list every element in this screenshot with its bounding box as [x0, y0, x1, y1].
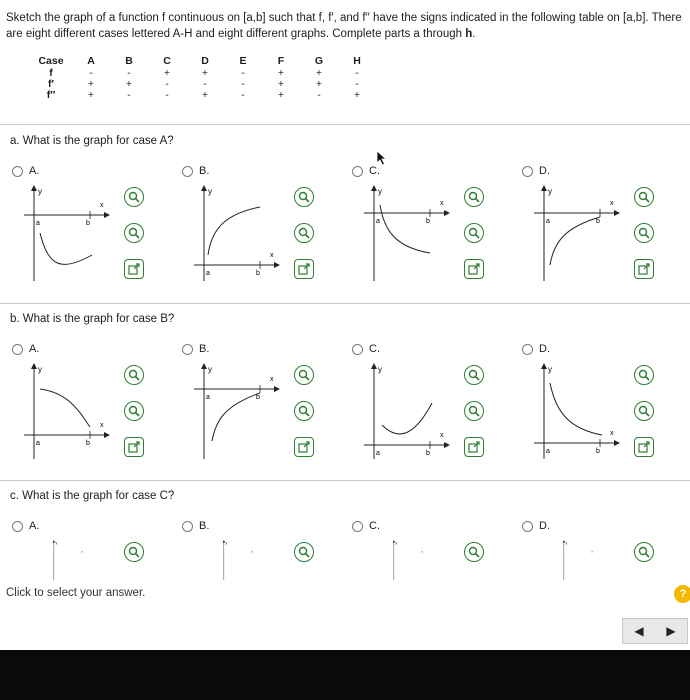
- radio-option[interactable]: [522, 165, 550, 177]
- case-C: C: [163, 54, 171, 67]
- question-navigator: [622, 618, 688, 644]
- y-axis-arrow-icon: [31, 185, 37, 191]
- zoom-out-icon: [298, 405, 310, 417]
- lens-handle: [476, 377, 480, 381]
- zoom-in-icon: [298, 369, 310, 381]
- radio-button[interactable]: [12, 521, 23, 532]
- divider: [0, 480, 690, 481]
- question-prompt: c. What is the graph for case C?: [10, 490, 175, 502]
- radio-button[interactable]: [182, 521, 193, 532]
- zoom-in-icon: [298, 191, 310, 203]
- row-f-double-prime: [30, 90, 376, 101]
- option-letter: A.: [29, 165, 40, 177]
- radio-option[interactable]: [352, 165, 380, 177]
- radio-button[interactable]: [182, 166, 193, 177]
- function-curve: [550, 217, 600, 265]
- zoom-in-icon: [638, 369, 650, 381]
- lens-circle: [300, 193, 307, 200]
- option-letter: A.: [29, 520, 40, 532]
- x-axis-label: x: [421, 549, 423, 554]
- expand-icon: [638, 263, 650, 275]
- y-axis-label: y: [225, 540, 228, 545]
- y-axis-label: y: [548, 187, 552, 196]
- graph-tools: [124, 542, 148, 578]
- lens-handle: [136, 377, 140, 381]
- sign-cell: -: [241, 67, 245, 79]
- radio-option[interactable]: [12, 165, 39, 177]
- zoom-in-button[interactable]: [634, 542, 654, 562]
- radio-button[interactable]: [522, 521, 533, 532]
- graph-thumbnail: [20, 363, 116, 459]
- lens-handle: [646, 377, 650, 381]
- graph-thumbnail: [530, 540, 626, 580]
- zoom-in-button[interactable]: [124, 365, 144, 385]
- radio-option[interactable]: [182, 165, 209, 177]
- y-axis-arrow-icon: [393, 540, 396, 543]
- lens-circle: [300, 548, 307, 555]
- zoom-in-icon: [638, 191, 650, 203]
- b-label: b: [86, 220, 90, 227]
- b-label: b: [426, 450, 430, 457]
- a-label: a: [546, 218, 550, 225]
- zoom-in-button[interactable]: [124, 187, 144, 207]
- zoom-out-button[interactable]: [634, 401, 654, 421]
- previous-question-button[interactable]: ◀: [634, 624, 644, 638]
- graph-thumbnail: [360, 185, 456, 281]
- zoom-in-button[interactable]: [634, 365, 654, 385]
- x-axis-arrow-icon: [614, 210, 620, 216]
- sign-cell: +: [163, 67, 171, 79]
- zoom-in-icon: [468, 191, 480, 203]
- radio-button[interactable]: [12, 344, 23, 355]
- zoom-in-icon: [298, 546, 310, 558]
- zoom-out-icon: [468, 227, 480, 239]
- zoom-in-button[interactable]: [294, 365, 314, 385]
- answer-option[interactable]: [516, 520, 682, 568]
- zoom-out-icon: [468, 405, 480, 417]
- lens-circle: [300, 371, 307, 378]
- option-letter: B.: [199, 165, 210, 177]
- x-axis-arrow-icon: [614, 440, 620, 446]
- lens-handle: [476, 413, 480, 417]
- sign-cell: -: [127, 67, 131, 79]
- lens-circle: [130, 193, 137, 200]
- option-letter: C.: [369, 520, 380, 532]
- sign-cell: +: [277, 89, 285, 101]
- radio-option[interactable]: [352, 343, 380, 355]
- expand-button[interactable]: [124, 437, 144, 457]
- a-label: a: [206, 394, 210, 401]
- expand-button[interactable]: [124, 259, 144, 279]
- zoom-in-icon: [468, 369, 480, 381]
- option-letter: D.: [539, 343, 550, 355]
- case-header: Case: [38, 54, 64, 67]
- lens-handle: [476, 199, 480, 203]
- lens-circle: [470, 407, 477, 414]
- radio-option[interactable]: [182, 343, 209, 355]
- graph-tools: [464, 365, 488, 473]
- option-letter: D.: [539, 165, 550, 177]
- expand-icon: [468, 263, 480, 275]
- function-curve: [212, 393, 260, 441]
- radio-button[interactable]: [522, 344, 533, 355]
- lens-circle: [130, 371, 137, 378]
- radio-option[interactable]: [12, 343, 39, 355]
- y-axis-arrow-icon: [223, 540, 226, 543]
- case-B: B: [125, 54, 133, 67]
- sign-cell: -: [317, 89, 321, 101]
- sign-cell: -: [241, 78, 245, 90]
- zoom-in-button[interactable]: [464, 187, 484, 207]
- lens-handle: [306, 413, 310, 417]
- y-axis-arrow-icon: [201, 185, 207, 191]
- expand-icon: [128, 263, 140, 275]
- lens-handle: [136, 554, 140, 558]
- sign-cell: +: [277, 78, 285, 90]
- y-axis-arrow-icon: [201, 363, 207, 369]
- lens-handle: [646, 235, 650, 239]
- x-axis-label: x: [251, 549, 253, 554]
- lens-handle: [646, 554, 650, 558]
- x-axis-label: x: [100, 202, 104, 209]
- sign-cell: +: [353, 89, 361, 101]
- zoom-in-icon: [128, 369, 140, 381]
- expand-icon: [298, 263, 310, 275]
- graph-tools: [464, 542, 488, 578]
- y-axis-label: y: [565, 540, 568, 545]
- x-axis-label: x: [440, 200, 444, 207]
- function-curve: [382, 403, 432, 434]
- sign-cell: -: [241, 89, 245, 101]
- x-axis-arrow-icon: [444, 442, 450, 448]
- function-curve: [40, 233, 92, 264]
- y-axis-arrow-icon: [541, 363, 547, 369]
- lens-circle: [640, 371, 647, 378]
- case-F: F: [277, 54, 285, 67]
- graph-thumbnail: [360, 363, 456, 459]
- graph-thumbnail: [20, 540, 116, 580]
- x-axis-label: x: [270, 376, 274, 383]
- instructions-bold-h: h: [465, 28, 473, 40]
- option-letter: B.: [199, 520, 210, 532]
- lens-handle: [306, 554, 310, 558]
- mouse-pointer-icon: [376, 150, 388, 166]
- radio-button[interactable]: [352, 344, 363, 355]
- x-axis-label: x: [610, 430, 614, 437]
- graph-tools: [634, 365, 658, 473]
- sign-cell: +: [315, 78, 323, 90]
- x-axis-arrow-icon: [444, 210, 450, 216]
- case-E: E: [239, 54, 247, 67]
- zoom-out-icon: [128, 405, 140, 417]
- instructions-text: Sketch the graph of a function f continuous on [a,b] such that f, f′, and f′′ have the signs indicated in the following table on [a,b]. There are eight different cases lettered A-H and eight different graphs. Complete parts a through: [6, 12, 682, 40]
- y-axis-arrow-icon: [31, 363, 37, 369]
- answer-option[interactable]: [346, 520, 512, 568]
- sign-cell: -: [355, 67, 359, 79]
- radio-option[interactable]: [522, 343, 550, 355]
- lens-circle: [300, 229, 307, 236]
- x-axis-arrow-icon: [104, 432, 110, 438]
- lens-handle: [306, 199, 310, 203]
- b-label: b: [256, 394, 260, 401]
- zoom-in-button[interactable]: [294, 542, 314, 562]
- answer-option[interactable]: [176, 165, 342, 295]
- x-axis-label: x: [440, 432, 444, 439]
- option-letter: C.: [369, 343, 380, 355]
- y-axis-arrow-icon: [541, 185, 547, 191]
- option-letter: D.: [539, 520, 550, 532]
- lens-handle: [646, 199, 650, 203]
- zoom-out-button[interactable]: [464, 223, 484, 243]
- sign-cell: +: [125, 78, 133, 90]
- y-axis-label: y: [38, 187, 42, 196]
- function-curve: [380, 205, 430, 253]
- y-axis-label: y: [55, 540, 58, 545]
- zoom-out-icon: [128, 227, 140, 239]
- radio-option[interactable]: [12, 520, 39, 532]
- radio-option[interactable]: [522, 520, 550, 532]
- lens-handle: [646, 413, 650, 417]
- instructions-period: .: [472, 28, 476, 40]
- y-axis-label: y: [208, 365, 212, 374]
- y-axis-label: y: [378, 365, 382, 374]
- function-curve: [208, 207, 260, 255]
- sign-table-header: [30, 54, 376, 68]
- y-axis-label: y: [208, 187, 212, 196]
- lens-circle: [300, 407, 307, 414]
- case-H: H: [353, 54, 361, 67]
- graph-tools: [294, 542, 318, 578]
- divider: [0, 303, 690, 304]
- b-label: b: [596, 448, 600, 455]
- zoom-out-button[interactable]: [634, 223, 654, 243]
- zoom-in-icon: [468, 546, 480, 558]
- lens-circle: [640, 548, 647, 555]
- b-label: b: [596, 218, 600, 225]
- radio-button[interactable]: [352, 521, 363, 532]
- x-axis-arrow-icon: [104, 212, 110, 218]
- footer-hint: Click to select your answer.: [6, 587, 146, 599]
- case-D: D: [201, 54, 209, 67]
- graph-tools: [124, 187, 148, 295]
- zoom-in-icon: [638, 546, 650, 558]
- sign-cell: +: [201, 67, 209, 79]
- y-axis-label: y: [395, 540, 398, 545]
- zoom-out-button[interactable]: [464, 401, 484, 421]
- graph-tools: [464, 187, 488, 295]
- sign-cell: +: [87, 78, 95, 90]
- sign-cell: +: [277, 67, 285, 79]
- next-question-button[interactable]: ▶: [666, 624, 676, 638]
- answer-option[interactable]: [6, 343, 172, 473]
- expand-icon: [638, 441, 650, 453]
- lens-circle: [470, 193, 477, 200]
- question-prompt: a. What is the graph for case A?: [10, 135, 174, 147]
- y-axis-arrow-icon: [53, 540, 56, 543]
- radio-button[interactable]: [522, 166, 533, 177]
- lens-circle: [470, 371, 477, 378]
- x-axis-label: x: [81, 549, 83, 554]
- radio-option[interactable]: [182, 520, 209, 532]
- graph-thumbnail: [530, 363, 626, 459]
- option-letter: A.: [29, 343, 40, 355]
- question-prompt: b. What is the graph for case B?: [10, 313, 175, 325]
- row-label: f′′: [46, 89, 56, 101]
- lens-handle: [136, 413, 140, 417]
- y-axis-arrow-icon: [371, 363, 377, 369]
- bottom-bar: [0, 650, 690, 700]
- case-A: A: [87, 54, 95, 67]
- expand-icon: [468, 441, 480, 453]
- zoom-out-icon: [298, 227, 310, 239]
- answer-option[interactable]: [6, 520, 172, 568]
- expand-button[interactable]: [294, 259, 314, 279]
- x-axis-label: x: [100, 422, 104, 429]
- expand-button[interactable]: [294, 437, 314, 457]
- x-axis-label: x: [610, 200, 614, 207]
- help-button[interactable]: ?: [674, 585, 690, 603]
- radio-option[interactable]: [352, 520, 380, 532]
- expand-button[interactable]: [634, 437, 654, 457]
- zoom-in-button[interactable]: [634, 187, 654, 207]
- function-curve: [40, 389, 90, 427]
- lens-circle: [130, 407, 137, 414]
- graph-thumbnail: [360, 540, 456, 580]
- sign-cell: +: [87, 89, 95, 101]
- function-curve: [550, 383, 602, 435]
- graph-tools: [294, 187, 318, 295]
- lens-circle: [640, 407, 647, 414]
- b-label: b: [426, 218, 430, 225]
- zoom-in-button[interactable]: [464, 365, 484, 385]
- expand-button[interactable]: [464, 259, 484, 279]
- graph-tools: [294, 365, 318, 473]
- lens-circle: [640, 229, 647, 236]
- a-label: a: [206, 270, 210, 277]
- a-label: a: [546, 448, 550, 455]
- expand-button[interactable]: [634, 259, 654, 279]
- answer-option[interactable]: [176, 520, 342, 568]
- x-axis-label: x: [591, 549, 593, 554]
- lens-handle: [136, 235, 140, 239]
- y-axis-label: y: [378, 187, 382, 196]
- y-axis-arrow-icon: [371, 185, 377, 191]
- expand-button[interactable]: [464, 437, 484, 457]
- sign-cell: +: [201, 89, 209, 101]
- radio-button[interactable]: [182, 344, 193, 355]
- answer-option[interactable]: [6, 165, 172, 295]
- graph-tools: [634, 187, 658, 295]
- lens-handle: [306, 235, 310, 239]
- answer-option[interactable]: [176, 343, 342, 473]
- zoom-in-button[interactable]: [464, 542, 484, 562]
- zoom-out-button[interactable]: [124, 223, 144, 243]
- sign-cell: -: [127, 89, 131, 101]
- answer-option[interactable]: [516, 165, 682, 295]
- y-axis-label: y: [38, 365, 42, 374]
- sign-cell: -: [355, 78, 359, 90]
- a-label: a: [36, 440, 40, 447]
- graph-tools: [634, 542, 658, 578]
- option-letter: B.: [199, 343, 210, 355]
- sign-cell: -: [203, 78, 207, 90]
- lens-handle: [136, 199, 140, 203]
- graph-thumbnail: [20, 185, 116, 281]
- zoom-in-icon: [128, 546, 140, 558]
- x-axis-label: x: [270, 252, 274, 259]
- lens-circle: [470, 548, 477, 555]
- zoom-out-button[interactable]: [294, 401, 314, 421]
- lens-circle: [470, 229, 477, 236]
- zoom-out-button[interactable]: [294, 223, 314, 243]
- zoom-out-icon: [638, 405, 650, 417]
- y-axis-label: y: [548, 365, 552, 374]
- zoom-out-button[interactable]: [124, 401, 144, 421]
- a-label: a: [376, 450, 380, 457]
- a-label: a: [376, 218, 380, 225]
- y-axis-arrow-icon: [563, 540, 566, 543]
- radio-button[interactable]: [12, 166, 23, 177]
- expand-icon: [128, 441, 140, 453]
- graph-thumbnail: [190, 540, 286, 580]
- x-axis-arrow-icon: [274, 386, 280, 392]
- case-G: G: [314, 54, 324, 67]
- lens-handle: [476, 554, 480, 558]
- graph-thumbnail: [190, 363, 286, 459]
- zoom-out-icon: [638, 227, 650, 239]
- b-label: b: [256, 270, 260, 277]
- radio-button[interactable]: [352, 166, 363, 177]
- sign-cell: -: [165, 89, 169, 101]
- zoom-in-icon: [128, 191, 140, 203]
- answer-option[interactable]: [516, 343, 682, 473]
- graph-thumbnail: [530, 185, 626, 281]
- x-axis-arrow-icon: [274, 262, 280, 268]
- lens-circle: [130, 548, 137, 555]
- zoom-in-button[interactable]: [294, 187, 314, 207]
- row-label: f: [49, 67, 53, 79]
- answer-option[interactable]: [346, 165, 512, 295]
- instructions: [6, 10, 684, 42]
- lens-handle: [306, 377, 310, 381]
- a-label: a: [36, 220, 40, 227]
- graph-thumbnail: [190, 185, 286, 281]
- sign-cell: +: [315, 67, 323, 79]
- sign-table: [30, 54, 376, 101]
- expand-icon: [298, 441, 310, 453]
- lens-circle: [130, 229, 137, 236]
- row-label: f′: [47, 78, 54, 90]
- divider: [0, 124, 690, 125]
- graph-tools: [124, 365, 148, 473]
- answer-option[interactable]: [346, 343, 512, 473]
- option-letter: C.: [369, 165, 380, 177]
- sign-cell: -: [165, 78, 169, 90]
- lens-circle: [640, 193, 647, 200]
- sign-cell: -: [89, 67, 93, 79]
- b-label: b: [86, 440, 90, 447]
- zoom-in-button[interactable]: [124, 542, 144, 562]
- lens-handle: [476, 235, 480, 239]
